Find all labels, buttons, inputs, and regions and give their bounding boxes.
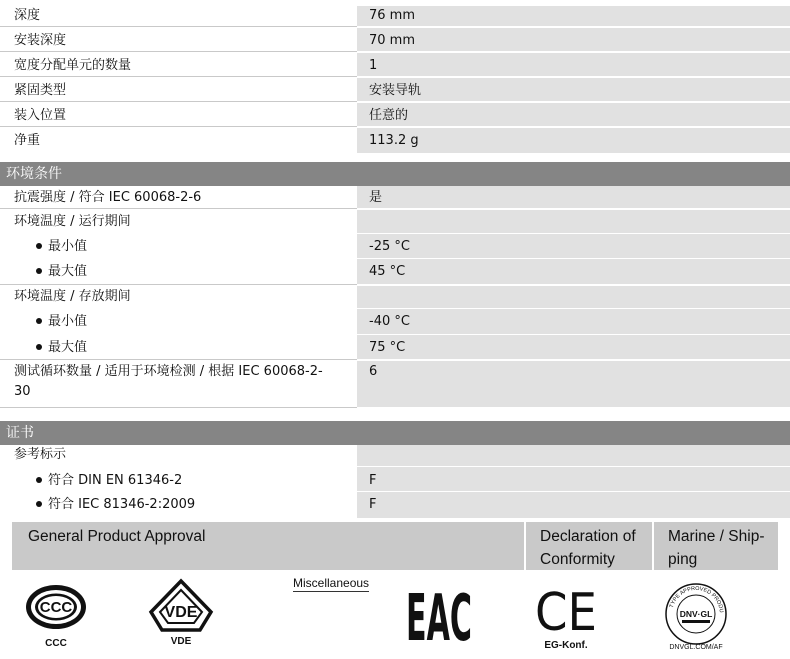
table-row (0, 361, 790, 409)
ce-caption: EG-Konf. (544, 640, 588, 651)
row-label-text: 最小值 (48, 239, 88, 254)
table-row (0, 103, 790, 128)
row-label: 参考标示 (14, 447, 67, 462)
eac-mark-text: EAC (406, 582, 472, 656)
row-label: 环境温度 / 存放期间 (14, 289, 131, 304)
row-value: 76 mm (357, 6, 790, 27)
row-label: 净重 (14, 133, 41, 148)
row-value: 45 °C (357, 259, 790, 285)
eac-logo-icon (404, 582, 474, 656)
row-value: 是 (357, 186, 790, 209)
row-label: 安装深度 (0, 28, 357, 52)
row-label (0, 492, 357, 518)
approval-declaration-line: Declaration of (540, 528, 636, 545)
approval-general-label: General Product Approval (28, 528, 206, 545)
row-value: F (357, 492, 790, 518)
row-label: 抗震强度 / 符合 IEC 60068-2-6 (0, 186, 357, 209)
ce-mark-text: CE (535, 583, 597, 643)
vde-logo-icon (148, 578, 214, 647)
table-row (0, 445, 790, 467)
row-value (357, 210, 790, 233)
table-row (0, 128, 790, 155)
approval-marine-line: Marine / Ship- (668, 528, 765, 545)
ce-mark (533, 583, 599, 643)
row-value: 75 °C (357, 335, 790, 360)
approval-marine (654, 522, 778, 570)
row-value (357, 445, 790, 466)
row-label-text: 最小值 (48, 314, 88, 329)
row-label-line: 测试循环数量 / 适用于环境检测 / 根据 IEC 60068-2- (14, 364, 323, 379)
dimensions-table (0, 6, 790, 155)
table-row (0, 335, 790, 361)
table-row (0, 186, 790, 210)
row-label-text: 符合 DIN EN 61346-2 (48, 473, 183, 488)
table-row (0, 492, 790, 519)
dnvgl-mark (660, 576, 732, 648)
row-label-text: 符合 IEC 81346-2:2009 (48, 497, 196, 512)
bullet-icon (36, 344, 42, 350)
row-value: 任意的 (357, 103, 790, 127)
row-label: 紧固类型 (0, 78, 357, 102)
ccc-mark (24, 582, 88, 636)
bullet-icon (36, 318, 42, 324)
bullet-icon (36, 501, 42, 507)
table-row (0, 53, 790, 78)
dnvgl-logo-icon (660, 576, 732, 651)
ccc-caption: CCC (45, 638, 67, 649)
approval-general (12, 522, 524, 570)
row-label: 装入位置 (0, 103, 357, 127)
approval-logos (0, 572, 790, 659)
row-value: F (357, 467, 790, 491)
row-value: 113.2 g (357, 128, 790, 154)
table-row (0, 467, 790, 492)
dnvgl-ring-text: TYPE APPROVED PRODU (668, 585, 725, 614)
table-row (0, 234, 790, 259)
section-header-environment: 环境条件 (0, 162, 790, 186)
row-label (0, 309, 357, 334)
approval-declaration-line: Conformity (540, 551, 615, 568)
ce-logo-icon (533, 583, 599, 651)
certificates-table (0, 445, 790, 519)
table-row (0, 309, 790, 335)
row-label-line: 30 (14, 384, 31, 399)
table-row (0, 28, 790, 53)
approvals-header (12, 522, 778, 570)
eac-mark (404, 582, 474, 656)
approval-marine-line: ping (668, 551, 698, 568)
table-row (0, 78, 790, 103)
row-label (0, 361, 357, 408)
bullet-icon (36, 243, 42, 249)
table-row (0, 6, 790, 28)
section-header-certificates: 证书 (0, 421, 790, 445)
environment-table (0, 186, 790, 409)
ccc-mark-text: CCC (39, 599, 73, 616)
bullet-icon (36, 268, 42, 274)
approval-declaration (526, 522, 652, 570)
row-label (0, 259, 357, 285)
row-value (357, 286, 790, 308)
row-value: -25 °C (357, 234, 790, 258)
row-label (0, 335, 357, 360)
row-value: 安装导轨 (357, 78, 790, 102)
row-value: 6 (357, 361, 790, 408)
table-row (0, 286, 790, 309)
row-label-text: 最大值 (48, 264, 88, 279)
row-label (0, 467, 357, 491)
row-value: 1 (357, 53, 790, 77)
row-label: 宽度分配单元的数量 (0, 53, 357, 77)
dnvgl-caption: DNVGL.COM/AF (669, 644, 723, 651)
table-row (0, 259, 790, 286)
row-label: 环境温度 / 运行期间 (14, 214, 131, 229)
ccc-logo-icon (24, 582, 88, 649)
vde-mark-text: VDE (164, 604, 198, 621)
row-label: 深度 (0, 6, 357, 27)
row-value: 70 mm (357, 28, 790, 52)
vde-mark (148, 578, 214, 634)
row-label-text: 最大值 (48, 340, 88, 355)
bullet-icon (36, 477, 42, 483)
row-label (0, 234, 357, 258)
dnvgl-center-text: DNV·GL (679, 609, 713, 619)
vde-caption: VDE (170, 636, 192, 647)
row-value: -40 °C (357, 309, 790, 334)
miscellaneous-label: Miscellaneous (293, 576, 370, 590)
table-row (0, 210, 790, 234)
